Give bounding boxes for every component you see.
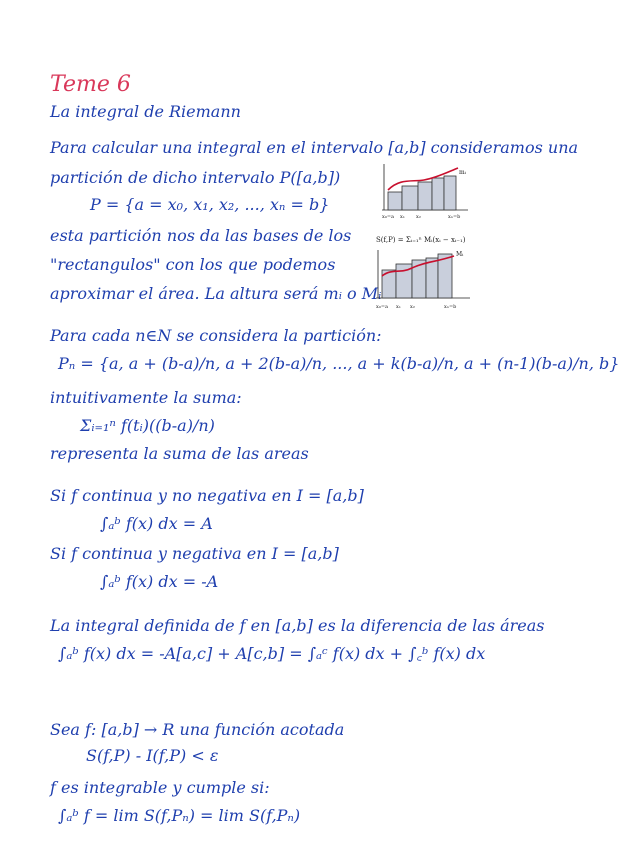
figure-label: x₁: [400, 214, 405, 220]
text-line: esta partición nos da las bases de los: [50, 226, 352, 245]
text-line: Para cada n∈N se considera la partición:: [50, 326, 382, 345]
figure-label: x₁: [396, 304, 401, 310]
text-line: Sea f: [a,b] → R una función acotada: [50, 720, 345, 739]
partition-n-formula: Pₙ = {a, a + (b-a)/n, a + 2(b-a)/n, ..., a + k(b-a)/n, a + (n-1)(b-a)/n, b}: [58, 354, 619, 373]
figure-label: x₂: [410, 304, 415, 310]
text-line: Si f continua y no negativa en I = [a,b]: [50, 486, 364, 505]
rectangle-bar: [426, 258, 438, 298]
figure-label: xₙ=b: [448, 214, 461, 220]
rectangle-bar: [418, 182, 432, 210]
subtitle: La integral de Riemann: [50, 102, 241, 121]
integral-formula: ∫ₐᵇ f(x) dx = -A: [100, 572, 219, 591]
text-line: Si f continua y negativa en I = [a,b]: [50, 544, 339, 563]
limit-formula: ∫ₐᵇ f = lim S(f,Pₙ) = lim S(f,Pₙ): [58, 806, 301, 825]
riemann-sum-formula: Σᵢ₌₁ⁿ f(tᵢ)((b-a)/n): [80, 416, 215, 435]
text-line: "rectangulos" con los que podemos: [50, 255, 336, 274]
text-line: Para calcular una integral en el intervalo [a,b] consideramos una: [50, 138, 579, 157]
rectangle-bar: [432, 178, 444, 210]
text-line: f es integrable y cumple si:: [50, 778, 270, 797]
rectangle-bar: [444, 176, 456, 210]
rectangle-bar: [388, 192, 402, 210]
criterion-inequality: S(f,P) - I(f,P) < ε: [86, 746, 219, 765]
figure-formula: S(f,P) = Σᵢ₌₁ⁿ Mᵢ(xᵢ − xᵢ₋₁): [376, 236, 466, 244]
integral-formula: ∫ₐᵇ f(x) dx = A: [100, 514, 213, 533]
integral-difference-formula: ∫ₐᵇ f(x) dx = -A[a,c] + A[c,b] = ∫ₐᶜ f(x) dx + ∫꜀ᵇ f(x) dx: [58, 644, 486, 663]
figure-label: xₙ=b: [444, 304, 457, 310]
figure-label: x₀=a: [376, 304, 388, 310]
figure-label: x₂: [416, 214, 421, 220]
text-line: La integral definida de f en [a,b] es la diferencia de las áreas: [50, 616, 545, 635]
rectangle-bar: [402, 186, 418, 210]
text-line: representa la suma de las areas: [50, 444, 309, 463]
text-line: aproximar el área. La altura será mᵢ o Mᵢ: [50, 284, 382, 303]
lower-sum-figure: [378, 160, 473, 222]
page-title: Teme 6: [50, 72, 131, 97]
partition-formula: P = {a = x₀, x₁, x₂, ..., xₙ = b}: [90, 195, 330, 214]
upper-sum-figure: [370, 228, 478, 312]
figure-label: Mᵢ: [456, 251, 464, 258]
figure-label: x₀=a: [382, 214, 394, 220]
text-line: partición de dicho intervalo P([a,b]): [50, 168, 341, 187]
text-line: intuitivamente la suma:: [50, 388, 242, 407]
figure-label: mᵢ: [459, 169, 466, 176]
